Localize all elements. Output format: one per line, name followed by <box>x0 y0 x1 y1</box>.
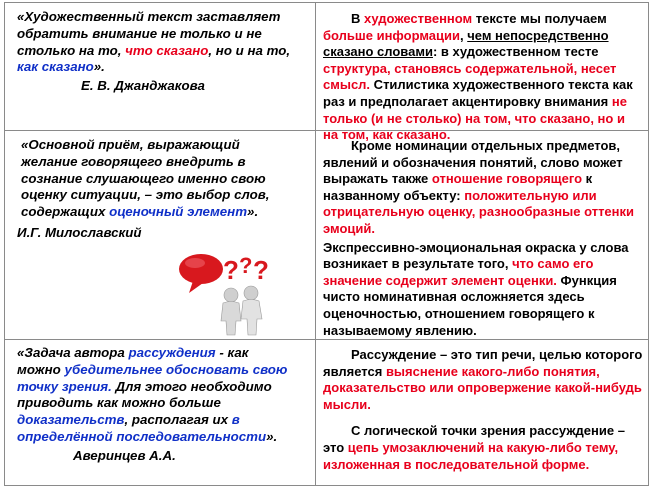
svg-text:?: ? <box>253 255 269 285</box>
explanation-text-3a: Рассуждение – это тип речи, целью которого является выяснение какого-либо понятия, доказательство или опровержение какой-нибудь мысли. <box>323 347 643 412</box>
quote-text-2: «Основной приём, выражающий желание говорящего внедрить в сознание слушающего именно свою оценку ситуации, – это выбор слов, содержащих оценочный элемент». <box>21 137 270 220</box>
quote-text-3: «Задача автора рассуждения - как можно убедительнее обосновать свою точку зрения. Для этого необходимо приводить как можно больше доказательств, располагая их в определённой последовательности». <box>17 345 288 444</box>
svg-text:?: ? <box>223 255 239 285</box>
explanation-cell-1 <box>323 11 643 144</box>
quote-cell-1 <box>17 9 307 95</box>
explanation-text-3b: С логической точки зрения рассуждение – это цепь умозаключений на какую-либо тему, изложенная в последовательной форме. <box>323 423 625 472</box>
quote-text-1: «Художественный текст заставляет обратить внимание не только и не столько на то, что сказано, но и на то, как сказано». <box>17 9 291 75</box>
two-people-question-marks-icon <box>175 249 287 337</box>
explanation-text-2a: Кроме номинации отдельных предметов, явлений и обозначения понятий, слово может выражать также отношение говорящего к названному объекту: положительную или отрицательную оценку, разнообразные оттенки эмоций. <box>323 138 635 236</box>
explanation-cell-2 <box>323 138 643 339</box>
quote-author-1: Е. В. Джанджакова <box>81 78 205 94</box>
quote-author-3: Аверинцев А.А. <box>73 447 176 463</box>
explanation-cell-3 <box>323 347 643 473</box>
svg-text:?: ? <box>239 253 253 278</box>
explanation-text-2b: Экспрессивно-эмоциональная окраска у слова возникает в результате того, что само его значение содержит элемент оценки. Функция чисто номинативная осложняется здесь оценочностью, отношением говорящего к называемому явлению. <box>323 239 629 338</box>
explanation-text-1: В художественном тексте мы получаем больше информации, чем непосредственно сказано словами: в художественном тесте структура, становясь содержательной, несет смысл. Стилистика художественного текста как раз и предполагает акцентировку внимания не только (и не столько) на том, что сказано, но и на том, как сказано. <box>323 11 633 143</box>
row-divider-2 <box>5 339 648 340</box>
content-table <box>4 2 649 486</box>
quote-cell-3 <box>17 345 292 465</box>
column-divider <box>315 3 316 485</box>
quote-cell-2 <box>17 137 271 242</box>
quote-author-2: И.Г. Милославский <box>17 224 142 240</box>
